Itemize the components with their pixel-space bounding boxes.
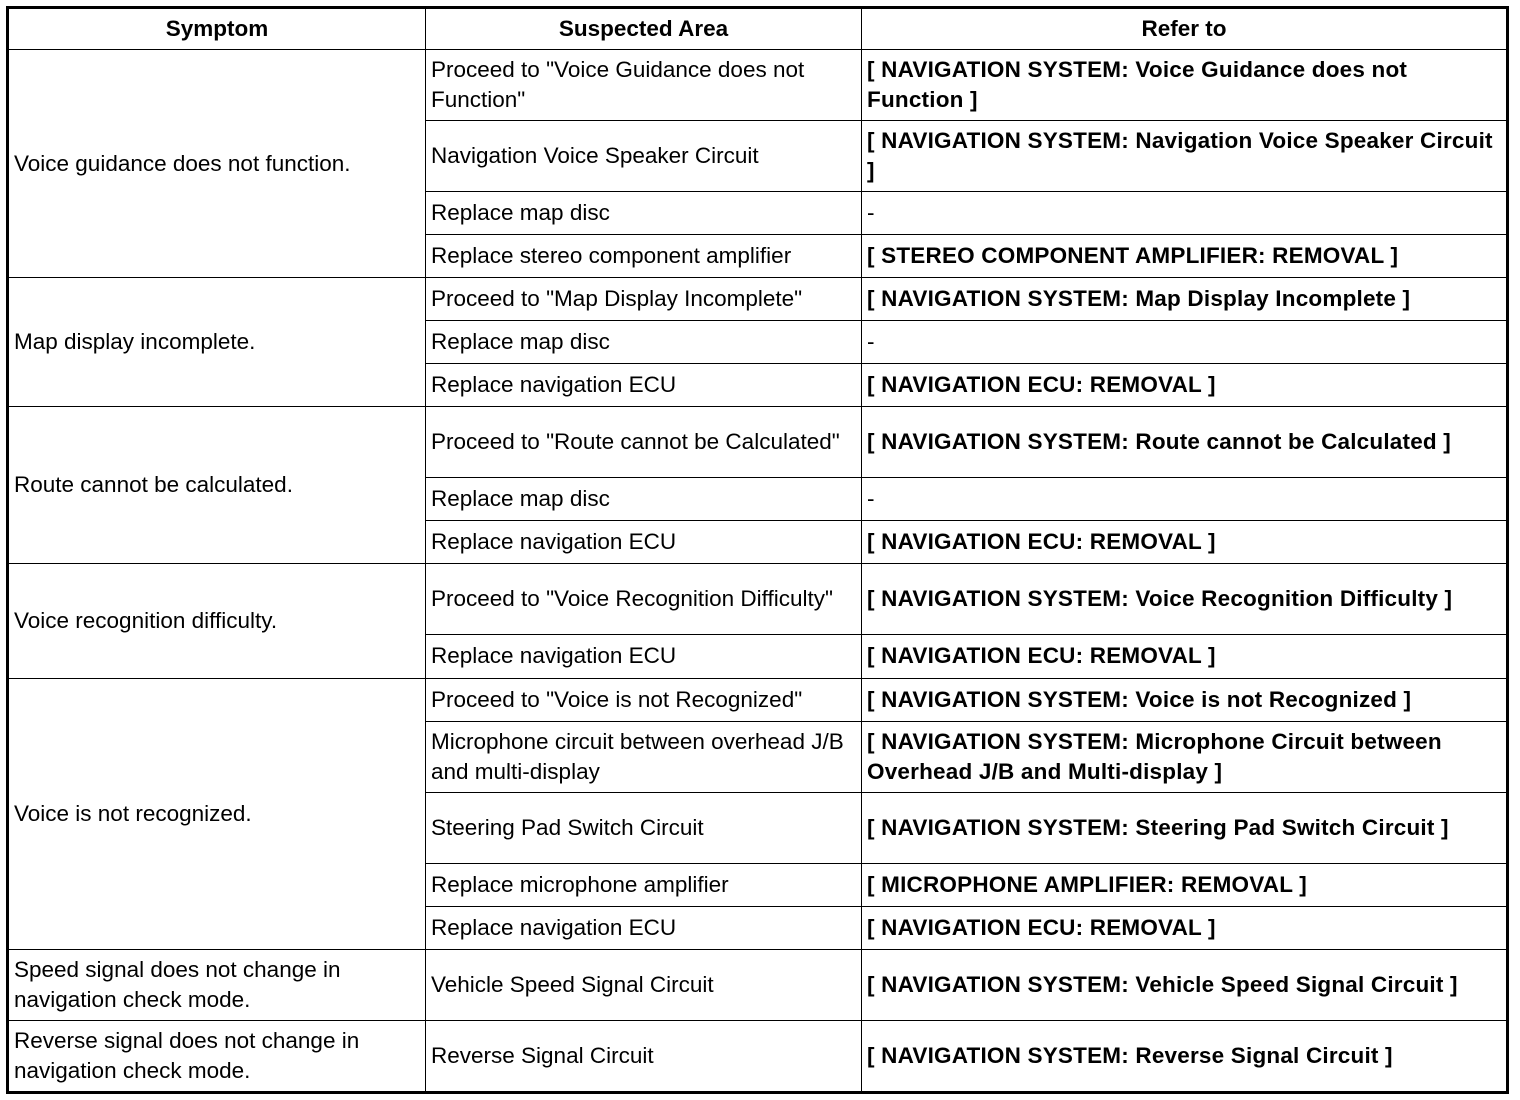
table-row <box>8 678 1508 721</box>
refer-to-link[interactable]: [ STEREO COMPONENT AMPLIFIER: REMOVAL ] <box>862 235 1508 278</box>
suspected-area-cell: Replace map disc <box>426 321 862 364</box>
suspected-area-cell: Replace navigation ECU <box>426 364 862 407</box>
header-suspected-area: Suspected Area <box>426 8 862 50</box>
suspected-area-cell: Replace microphone amplifier <box>426 863 862 906</box>
refer-to-link[interactable]: [ NAVIGATION SYSTEM: Navigation Voice Speaker Circuit ] <box>862 121 1508 192</box>
symptom-cell: Voice recognition difficulty. <box>8 564 426 678</box>
suspected-area-cell: Replace stereo component amplifier <box>426 235 862 278</box>
table-row <box>8 949 1508 1020</box>
table-row <box>8 278 1508 321</box>
refer-to-link[interactable]: [ NAVIGATION SYSTEM: Route cannot be Calculated ] <box>862 407 1508 478</box>
suspected-area-cell: Proceed to "Route cannot be Calculated" <box>426 407 862 478</box>
suspected-area-cell: Microphone circuit between overhead J/B and multi-display <box>426 721 862 792</box>
refer-to-link[interactable]: [ NAVIGATION SYSTEM: Vehicle Speed Signal Circuit ] <box>862 949 1508 1020</box>
refer-to-link[interactable]: [ NAVIGATION ECU: REMOVAL ] <box>862 364 1508 407</box>
suspected-area-cell: Proceed to "Voice Guidance does not Function" <box>426 50 862 121</box>
suspected-area-cell: Replace map disc <box>426 478 862 521</box>
refer-to-cell: - <box>862 192 1508 235</box>
refer-to-link[interactable]: [ NAVIGATION SYSTEM: Map Display Incomplete ] <box>862 278 1508 321</box>
symptom-cell: Route cannot be calculated. <box>8 407 426 564</box>
header-symptom: Symptom <box>8 8 426 50</box>
table-row <box>8 50 1508 121</box>
symptom-cell: Map display incomplete. <box>8 278 426 407</box>
symptom-cell: Voice guidance does not function. <box>8 50 426 278</box>
refer-to-link[interactable]: [ NAVIGATION SYSTEM: Microphone Circuit between Overhead J/B and Multi-display ] <box>862 721 1508 792</box>
troubleshooting-sheet <box>6 6 1508 1094</box>
suspected-area-cell: Vehicle Speed Signal Circuit <box>426 949 862 1020</box>
suspected-area-cell: Replace navigation ECU <box>426 521 862 564</box>
suspected-area-cell: Replace navigation ECU <box>426 906 862 949</box>
suspected-area-cell: Reverse Signal Circuit <box>426 1020 862 1092</box>
refer-to-link[interactable]: [ NAVIGATION SYSTEM: Voice is not Recognized ] <box>862 678 1508 721</box>
suspected-area-cell: Proceed to "Map Display Incomplete" <box>426 278 862 321</box>
header-row <box>8 8 1508 50</box>
refer-to-link[interactable]: [ NAVIGATION ECU: REMOVAL ] <box>862 635 1508 678</box>
suspected-area-cell: Replace navigation ECU <box>426 635 862 678</box>
refer-to-link[interactable]: [ NAVIGATION SYSTEM: Voice Recognition Difficulty ] <box>862 564 1508 635</box>
symptom-cell: Voice is not recognized. <box>8 678 426 949</box>
refer-to-link[interactable]: [ NAVIGATION SYSTEM: Voice Guidance does not Function ] <box>862 50 1508 121</box>
suspected-area-cell: Navigation Voice Speaker Circuit <box>426 121 862 192</box>
table-row <box>8 1020 1508 1092</box>
suspected-area-cell: Replace map disc <box>426 192 862 235</box>
suspected-area-cell: Steering Pad Switch Circuit <box>426 792 862 863</box>
refer-to-cell: - <box>862 321 1508 364</box>
table-row <box>8 407 1508 478</box>
suspected-area-cell: Proceed to "Voice Recognition Difficulty" <box>426 564 862 635</box>
refer-to-link[interactable]: [ MICROPHONE AMPLIFIER: REMOVAL ] <box>862 863 1508 906</box>
header-refer-to: Refer to <box>862 8 1508 50</box>
refer-to-link[interactable]: [ NAVIGATION SYSTEM: Reverse Signal Circuit ] <box>862 1020 1508 1092</box>
symptom-cell: Reverse signal does not change in navigation check mode. <box>8 1020 426 1092</box>
refer-to-link[interactable]: [ NAVIGATION ECU: REMOVAL ] <box>862 521 1508 564</box>
symptom-table <box>6 6 1509 1094</box>
symptom-cell: Speed signal does not change in navigation check mode. <box>8 949 426 1020</box>
refer-to-link[interactable]: [ NAVIGATION SYSTEM: Steering Pad Switch Circuit ] <box>862 792 1508 863</box>
refer-to-link[interactable]: [ NAVIGATION ECU: REMOVAL ] <box>862 906 1508 949</box>
suspected-area-cell: Proceed to "Voice is not Recognized" <box>426 678 862 721</box>
refer-to-cell: - <box>862 478 1508 521</box>
table-row <box>8 564 1508 635</box>
